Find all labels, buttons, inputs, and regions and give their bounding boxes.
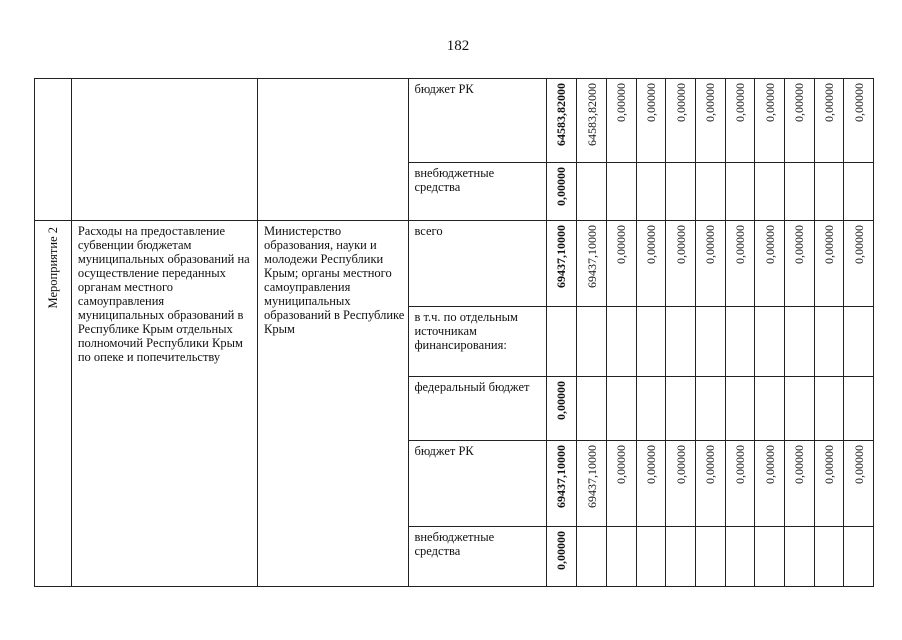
total-cell: [546, 163, 577, 221]
description-cell: [71, 221, 257, 587]
value-cell: [784, 79, 814, 163]
value-cell: [636, 221, 666, 307]
value-cell: [695, 221, 725, 307]
value-cell: [814, 79, 844, 163]
year-value: 0,00000: [703, 83, 718, 122]
value-cell: [814, 307, 844, 377]
year-value: 0,00000: [703, 225, 718, 264]
value-cell: [725, 221, 755, 307]
year-value: 0,00000: [792, 225, 807, 264]
year-value: 0,00000: [673, 83, 688, 122]
total-cell: [546, 377, 577, 441]
value-cell: [725, 79, 755, 163]
table-row: [35, 221, 874, 307]
total-value: 69437,10000: [554, 445, 569, 508]
value-cell: [814, 221, 844, 307]
source-cell: [409, 377, 546, 441]
value-cell: [606, 221, 636, 307]
value-cell: [577, 377, 607, 441]
year-value: 0,00000: [732, 445, 747, 484]
value-cell: [725, 441, 755, 527]
source-label: внебюджетные средства: [414, 166, 495, 194]
year-value: 0,00000: [851, 225, 866, 264]
total-value: 64583,82000: [554, 83, 569, 146]
value-cell: [844, 163, 874, 221]
year-value: 0,00000: [614, 225, 629, 264]
value-cell: [844, 441, 874, 527]
value-cell: [636, 79, 666, 163]
year-value: 69437,10000: [584, 225, 599, 288]
year-value: 0,00000: [762, 83, 777, 122]
value-cell: [814, 527, 844, 587]
value-cell: [577, 163, 607, 221]
source-label: бюджет РК: [414, 444, 474, 458]
source-cell: [409, 221, 546, 307]
year-value: 0,00000: [643, 445, 658, 484]
value-cell: [606, 163, 636, 221]
value-cell: [577, 221, 607, 307]
source-cell: [409, 441, 546, 527]
description-text: Расходы на предоставление субвенции бюджетам муниципальных образований на осуществление переданных органам местного самоуправления муниципальных образований в Республике Крым отдельных полномочий Республики Крым по опеке и попечительству: [77, 224, 250, 364]
value-cell: [666, 307, 696, 377]
total-value: 0,00000: [554, 167, 569, 206]
value-cell: [784, 377, 814, 441]
value-cell: [814, 163, 844, 221]
year-value: 0,00000: [851, 445, 866, 484]
value-cell: [725, 527, 755, 587]
year-value: 0,00000: [673, 225, 688, 264]
year-value: 0,00000: [821, 445, 836, 484]
year-value: 0,00000: [643, 225, 658, 264]
total-cell: [546, 441, 577, 527]
value-cell: [666, 377, 696, 441]
total-cell: [546, 79, 577, 163]
value-cell: [636, 377, 666, 441]
year-value: 0,00000: [792, 445, 807, 484]
year-value: 0,00000: [821, 83, 836, 122]
year-value: 0,00000: [821, 225, 836, 264]
executor-text: Министерство образования, науки и молодежи Республики Крым; органы местного самоуправления муниципальных образований в Республике Крым: [264, 224, 405, 336]
executor-cell: [258, 221, 409, 587]
year-value: 0,00000: [732, 225, 747, 264]
value-cell: [844, 221, 874, 307]
value-cell: [725, 163, 755, 221]
year-value: 0,00000: [762, 445, 777, 484]
value-cell: [695, 79, 725, 163]
value-cell: [784, 163, 814, 221]
value-cell: [784, 441, 814, 527]
year-value: 0,00000: [614, 83, 629, 122]
value-cell: [814, 377, 844, 441]
year-value: 0,00000: [614, 445, 629, 484]
value-cell: [844, 377, 874, 441]
value-cell: [606, 377, 636, 441]
prev-executor-cell: [258, 79, 409, 221]
value-cell: [844, 307, 874, 377]
total-value: 0,00000: [554, 531, 569, 570]
value-cell: [606, 79, 636, 163]
value-cell: [636, 527, 666, 587]
value-cell: [814, 441, 844, 527]
value-cell: [695, 377, 725, 441]
prev-event-cell: [35, 79, 72, 221]
source-label: внебюджетные средства: [414, 530, 495, 558]
source-cell: [409, 163, 546, 221]
total-value: 69437,10000: [554, 225, 569, 288]
value-cell: [784, 527, 814, 587]
value-cell: [577, 307, 607, 377]
value-cell: [666, 441, 696, 527]
source-label: всего: [414, 224, 443, 238]
event-cell: [35, 221, 72, 587]
year-value: 0,00000: [643, 83, 658, 122]
year-value: 0,00000: [851, 83, 866, 122]
value-cell: [755, 441, 785, 527]
value-cell: [695, 307, 725, 377]
total-cell: [546, 307, 577, 377]
value-cell: [725, 377, 755, 441]
table-row: [35, 79, 874, 163]
value-cell: [666, 221, 696, 307]
value-cell: [577, 527, 607, 587]
value-cell: [755, 377, 785, 441]
value-cell: [606, 441, 636, 527]
budget-table: [34, 78, 874, 587]
value-cell: [695, 527, 725, 587]
year-value: 69437,10000: [584, 445, 599, 508]
budget-table-body: [35, 79, 874, 587]
value-cell: [666, 527, 696, 587]
value-cell: [725, 307, 755, 377]
value-cell: [577, 441, 607, 527]
value-cell: [755, 221, 785, 307]
event-label: Мероприятие 2: [45, 227, 60, 309]
value-cell: [606, 527, 636, 587]
value-cell: [755, 163, 785, 221]
value-cell: [755, 79, 785, 163]
year-value: 0,00000: [762, 225, 777, 264]
value-cell: [636, 307, 666, 377]
source-cell: [409, 527, 546, 587]
value-cell: [784, 221, 814, 307]
year-value: 64583,82000: [584, 83, 599, 146]
value-cell: [844, 527, 874, 587]
total-cell: [546, 527, 577, 587]
year-value: 0,00000: [792, 83, 807, 122]
value-cell: [636, 163, 666, 221]
value-cell: [636, 441, 666, 527]
source-cell: [409, 307, 546, 377]
year-value: 0,00000: [673, 445, 688, 484]
value-cell: [577, 79, 607, 163]
value-cell: [695, 441, 725, 527]
value-cell: [606, 307, 636, 377]
total-cell: [546, 221, 577, 307]
value-cell: [695, 163, 725, 221]
total-value: 0,00000: [554, 381, 569, 420]
value-cell: [755, 527, 785, 587]
value-cell: [844, 79, 874, 163]
value-cell: [784, 307, 814, 377]
value-cell: [666, 163, 696, 221]
source-cell: [409, 79, 546, 163]
source-label: бюджет РК: [414, 82, 474, 96]
source-label: федеральный бюджет: [414, 380, 530, 394]
value-cell: [666, 79, 696, 163]
page-number: 182: [446, 38, 470, 54]
prev-description-cell: [71, 79, 257, 221]
year-value: 0,00000: [732, 83, 747, 122]
value-cell: [755, 307, 785, 377]
year-value: 0,00000: [703, 445, 718, 484]
source-label: в т.ч. по отдельным источникам финансирования:: [414, 310, 518, 352]
